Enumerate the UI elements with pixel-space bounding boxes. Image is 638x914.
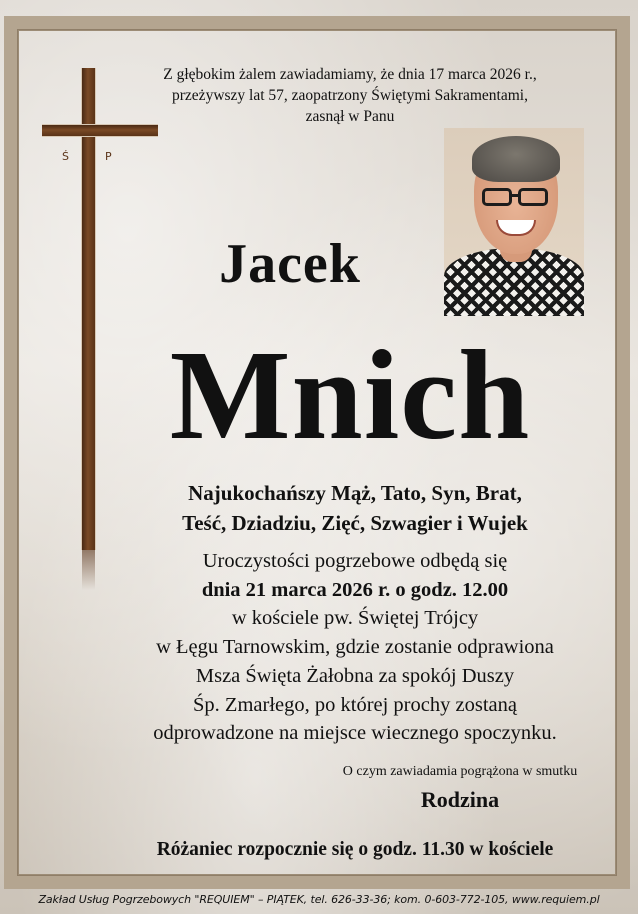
ceremony-date-time: dnia 21 marca 2026 r. o godz. 12.00	[201, 578, 509, 601]
intro-line-2: przeżywszy lat 57, zaopatrzony Świętymi Sakramentami,	[172, 87, 528, 104]
ceremony-line-1: Uroczystości pogrzebowe odbędą się	[202, 550, 508, 572]
photo-glasses-right	[518, 188, 548, 206]
intro-text	[120, 64, 580, 127]
ceremony-line-6: Śp. Zmarłego, po której prochy zostaną	[193, 693, 517, 716]
deceased-last-name: Mnich	[169, 324, 531, 466]
ceremony-line-3: w kościele pw. Świętej Trójcy	[231, 607, 479, 630]
family-relations	[110, 478, 600, 538]
deceased-first-name: Jacek	[219, 233, 361, 295]
relations-line-2: Teść, Dziadziu, Zięć, Szwagier i Wujek	[182, 511, 528, 535]
funeral-details	[110, 547, 600, 748]
ceremony-line-5: Msza Święta Żałobna za spokój Duszy	[195, 664, 515, 687]
relations-line-1: Najukochańszy Mąż, Tato, Syn, Brat,	[188, 481, 522, 505]
photo-glasses-left	[482, 188, 512, 206]
family-signature: Rodzina	[420, 787, 500, 812]
ceremony-line-4: w Łęgu Tarnowskim, gdzie zostanie odprawiona	[156, 636, 554, 659]
closing-text: O czym zawiadamia pogrążona w smutku	[342, 764, 578, 779]
cross-icon	[82, 68, 95, 550]
photo-hair	[472, 136, 560, 182]
intro-line-3: zasnął w Panu	[305, 108, 395, 125]
funeral-home-footer: Zakład Usług Pogrzebowych "REQUIEM" – PIĄTEK, tel. 626-33-36; kom. 0-603-772-105, www.requiem.pl	[38, 893, 600, 906]
intro-line-1: Z głębokim żalem zawiadamiamy, że dnia 17 marca 2026 r.,	[163, 66, 537, 83]
cross-letter-p: P	[105, 150, 112, 163]
photo-glasses-bridge	[510, 194, 520, 197]
rosary-notice: Różaniec rozpocznie się o godz. 11.30 w kościele	[156, 839, 554, 860]
cross-letter-s: Ś	[62, 150, 69, 163]
ceremony-line-7: odprowadzone na miejsce wiecznego spoczynku.	[153, 722, 557, 745]
deceased-photo	[444, 128, 584, 316]
